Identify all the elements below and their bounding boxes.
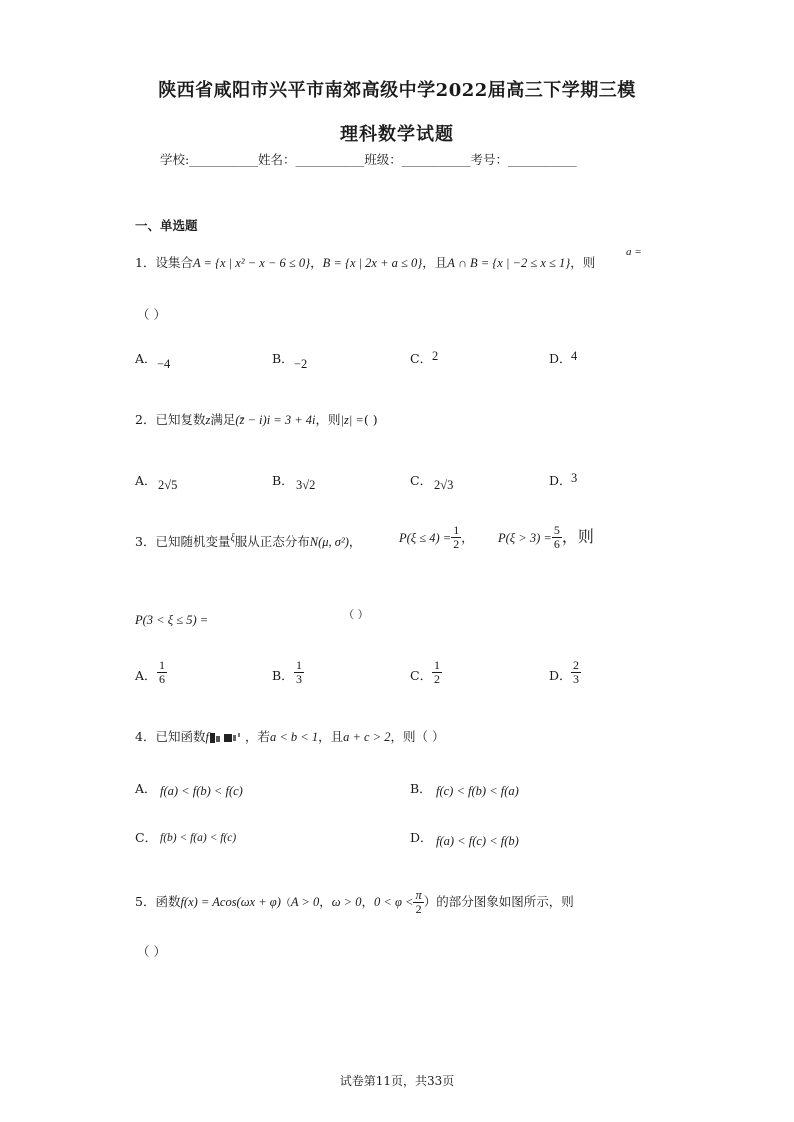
q4-option-c-value: f(b) < f(a) < f(c) [160,832,237,844]
q5-cond2: ω > 0 [331,895,362,909]
q3-d-num: 2 [573,658,579,672]
q1-option-c-value: 2 [432,349,439,363]
q2-ask: |z| = [340,413,364,427]
q2-option-a-label[interactable]: A． [135,473,157,488]
q1-suffix: ，则 [570,255,596,270]
q3-target-prob: P(3 < ξ ≤ 5) = [135,613,209,627]
exam-title-line1: 陕西省咸阳市兴平市南郊高级中学2022届高三下学期三模 [158,80,636,101]
exam-title-line2: 理科数学试题 [340,124,454,145]
q4-option-b-value: f(c) < f(b) < f(a) [436,784,519,798]
q1-option-d-value: 4 [571,349,578,363]
q5-sep2: ， [361,894,375,909]
q4-suffix: ，则（ ） [390,729,445,744]
q2-prefix: 2．已知复数 [135,412,206,427]
q2-condition: (z̄ − i)i = 3 + 4i [235,413,316,427]
q2-option-b-label[interactable]: B． [272,473,294,488]
q1-option-a-value: −4 [157,357,171,371]
q5-cond3: 0 < φ < [374,895,414,909]
q3-option-c-value [432,659,442,686]
q3-p1-fraction [451,524,461,551]
q3-p1-den: 2 [453,537,460,551]
q2-option-b-value: 3√2 [296,478,316,492]
q5-sep1: ， [319,894,332,909]
q1-intersection: A ∩ B = {x | −2 ≤ x ≤ 1} [447,256,571,270]
q3-b-den: 3 [296,672,302,686]
question-4-stem [135,727,445,745]
q4-prefix: 4．已知函数 [135,729,206,744]
q1-set-a: A = {x | x² − x − 6 ≤ 0} [192,256,311,270]
section-title: 一、单选题 [135,218,198,233]
q4-mid2: ，且 [318,729,344,744]
q4-func: f [205,730,209,744]
q1-set-b: B = {x | 2x + a ≤ 0} [322,256,423,270]
q2-option-a-value: 2√5 [158,478,178,492]
q1-option-c-label[interactable]: C． [410,351,433,366]
question-1-stem: 1．设集合A = {x | x² − x − 6 ≤ 0}，B = {x | 2x + a ≤ 0}，且A ∩ B = {x | −2 ≤ x ≤ 1}，则 [135,255,596,270]
q3-c-num: 1 [434,658,440,672]
q3-mid: 服从正态分布 [234,534,310,549]
q1-option-a-label[interactable]: A． [135,351,157,366]
q1-prefix: 1．设集合 [135,255,193,270]
q3-var: ξ [230,532,235,544]
q3-suffix: ，则 [561,527,594,546]
q3-p1-left: P(ξ ≤ 4) = [399,531,452,545]
q2-option-c-value: 2√3 [434,478,454,492]
q2-option-c-label[interactable]: C． [410,473,433,488]
q3-p2-left: P(ξ > 3) = [498,531,552,545]
q3-prob-1: P(ξ ≤ 4) = $\frac{1}{2}$ ， [399,523,474,551]
q3-a-num: 1 [159,658,165,672]
garbled-formula-icon [209,732,245,744]
q5-open: （ [280,898,291,909]
q3-a-den: 6 [159,672,165,686]
q3-distribution: N(μ, σ²) [309,535,349,549]
q3-option-c-label[interactable]: C． [410,668,433,683]
q4-mid: ，若 [244,729,270,744]
q3-line-2 [135,608,369,628]
q3-option-b-value [294,659,304,686]
q2-suffix: ，则 [315,412,341,427]
q2-option-d-value: 3 [571,471,578,485]
q4-cond1: a < b < 1 [269,730,319,744]
q4-cond2: a + c > 2 [343,730,391,744]
question-5-stem [135,889,574,916]
q2-paren: ( ) [363,412,378,427]
q5-func: f(x) = Acos(ωx + φ) [180,895,281,909]
page-footer: 试卷第11页，共33页 [339,1074,455,1088]
q3-c-den: 2 [434,672,440,686]
q4-option-a-label[interactable]: A． [135,781,157,796]
q3-b-num: 1 [296,658,302,672]
q4-option-d-value: f(a) < f(c) < f(b) [436,834,519,848]
q3-paren: （ ） [343,608,369,621]
q5-pi-fraction [413,889,423,916]
q4-option-b-label[interactable]: B． [410,781,432,796]
question-2-stem [135,410,378,428]
q1-option-b-value: −2 [294,357,308,371]
q5-pi-den: 2 [415,902,422,916]
question-3-stem [135,532,361,550]
q3-option-d-label[interactable]: D． [549,668,572,683]
q2-mid: 满足 [210,412,236,427]
q1-option-d-label[interactable]: D． [549,351,572,366]
q3-prefix: 3．已知随机变量 [135,534,231,549]
q3-option-d-value [571,659,581,686]
q3-prob-2 [498,524,594,551]
q3-d-den: 3 [573,672,579,686]
q5-prefix: 5．函数 [135,894,181,909]
q4-option-a-value: f(a) < f(b) < f(c) [160,784,243,798]
q5-paren: （ ） [137,944,166,959]
student-info-line: 学校:___________姓名：___________班级：___________考号：___________ [160,152,577,167]
q2-var: z [205,413,211,427]
q3-option-a-value [157,659,167,686]
q1-mid: ，且 [422,255,448,270]
q3-option-a-label[interactable]: A． [135,668,157,683]
q1-option-b-label[interactable]: B． [272,351,294,366]
q4-option-c-label[interactable]: C． [135,830,158,845]
q3-p2-fraction [552,524,562,551]
q3-comma: ， [348,534,362,549]
q3-p1-num: 1 [453,523,460,537]
q1-ask: a = [626,246,642,258]
q4-option-d-label[interactable]: D． [410,830,433,845]
q3-option-b-label[interactable]: B． [272,668,294,683]
q3-p2-den: 6 [553,537,560,551]
q5-cond1: A > 0 [290,895,320,909]
q2-option-d-label[interactable]: D． [549,473,572,488]
q1-paren: （ ） [137,307,166,322]
q5-suffix: ）的部分图象如图所示，则 [423,894,574,909]
q3-p2-num: 5 [553,523,560,537]
q5-pi-num: π [415,888,422,902]
